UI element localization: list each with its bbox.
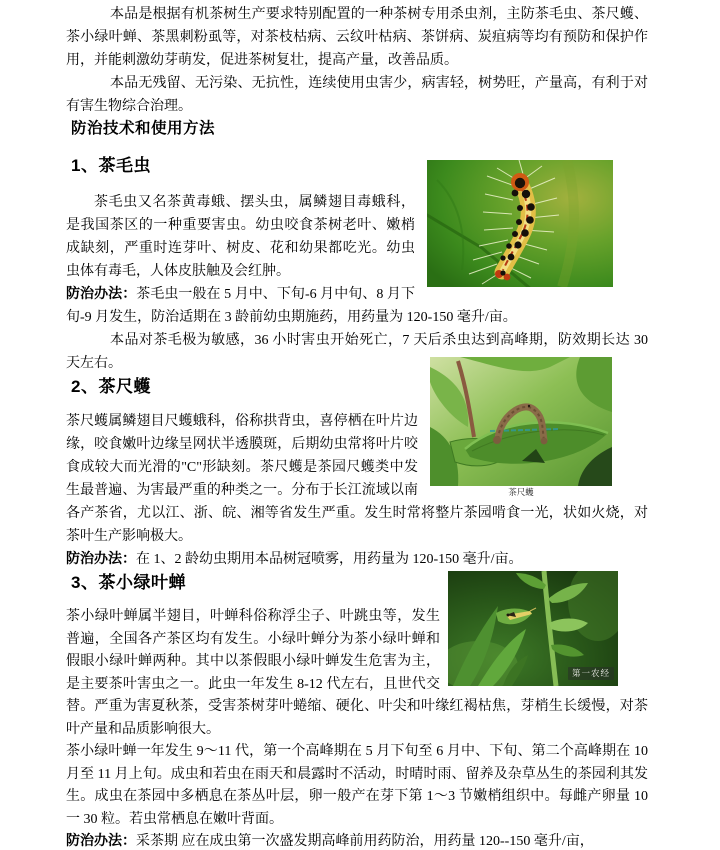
section-heading-3: 3、茶小绿叶蝉 xyxy=(71,573,186,592)
section-3-method xyxy=(66,831,648,850)
method-label: 防治办法： xyxy=(66,287,137,302)
section-1-method xyxy=(66,283,648,329)
section-3-lifecycle: 茶小绿叶蝉一年发生 9～11 代，第一个高峰期在 5 月下旬至 6 月中、下旬、第二个高峰期在 10 月至 11 月上旬。成虫和若虫在雨天和晨露时不活动，时晴时雨、留养及杂草丛生的茶园利其发生。成虫在茶园中多栖息在茶丛叶层，卵一般产在芽下第 1～3 节嫩梢组织中。每雌产卵量 10 一 30 粒。若虫常栖息在嫩叶背面。 xyxy=(66,744,648,827)
method-text: 采茶期 应在成虫第一次盛发期高峰前用药防治，用药量 120--150 毫升/亩， xyxy=(136,834,594,849)
section-tea-leafhopper xyxy=(66,574,648,850)
section-1-note: 本品对茶毛极为敏感，36 小时害虫开始死亡，7 天后杀虫达到高峰期，防效期长达 30 天左右。 xyxy=(66,333,648,371)
section-tea-geometrid xyxy=(66,378,648,571)
intro-paragraph-2: 本品无残留、无污染、无抗性，连续使用虫害少，病害轻，树势旺，产量高，有利于对有害生物综合治理。 xyxy=(66,76,648,114)
section-tea-caterpillar xyxy=(66,157,648,375)
section-1-description: 茶毛虫又名茶黄毒蛾、摆头虫，属鳞翅目毒蛾科，是我国茶区的一种重要害虫。幼虫咬食茶树老叶、嫩梢成缺刻，严重时连芽叶、树皮、花和幼果都吃光。幼虫虫体有毒毛，人体皮肤触及会红肿。 xyxy=(66,195,415,279)
section-heading-2: 2、茶尺蠖 xyxy=(71,377,151,396)
method-label: 防治办法： xyxy=(66,834,136,849)
section-heading-1: 1、茶毛虫 xyxy=(71,156,151,175)
section-2-description: 茶尺蠖属鳞翅目尺蠖蛾科，俗称拱背虫，喜停栖在叶片边缘，咬食嫩叶边缘呈网状半透膜斑，后期幼虫常将叶片咬食成较大而光滑的"C"形缺刻。茶尺蠖是茶园尺蠖类中发生最普遍、为害最严重的种类之一。分布于长江流域以南各产茶省，尤以江、浙、皖、湘等省发生严重。发生时常将整片茶园啃食一光，状如火烧，对茶叶生产影响极大。 xyxy=(66,414,648,544)
inchworm-illustration xyxy=(430,357,612,486)
leafhopper-image xyxy=(448,571,618,686)
method-text: 茶毛虫一般在 5 月中、下旬-6 月中旬、8 月下旬-9 月发生，防治适期在 3 龄前幼虫期施药，用药量为 120-150 毫升/亩。 xyxy=(66,287,517,325)
section-2-method xyxy=(66,548,648,571)
caterpillar-illustration xyxy=(427,160,613,287)
image-caption: 茶尺蠖 xyxy=(508,487,534,497)
section-3-description: 茶小绿叶蝉属半翅目，叶蝉科俗称浮尘子、叶跳虫等，发生普遍，全国各产茶区均有发生。小绿叶蝉分为茶小绿叶蝉和假眼小绿叶蝉两种。其中以茶假眼小绿叶蝉发生危害为主，是主要茶叶害虫之一。此虫一年发生 8-12 代左右，且世代交替。严重为害夏秋茶，受害茶树芽叶蜷缩、硬化、叶尖和叶缘红褐枯焦，芽梢生长缓慢，对茶叶产量和品质影响很大。 xyxy=(66,609,648,737)
image-watermark: 第一农经 xyxy=(568,667,614,680)
intro-paragraph-1: 本品是根据有机茶树生产要求特别配置的一种茶树专用杀虫剂，主防茶毛虫、茶尺蠖、茶小绿叶蝉、茶黑刺粉虱等，对茶枝枯病、云纹叶枯病、茶饼病、炭疽病等均有预防和保护作用，并能刺激幼芽萌发，促进茶树复壮，提高产量，改善品质。 xyxy=(66,7,648,68)
method-label: 防治办法： xyxy=(66,552,136,567)
method-text: 在 1、2 龄幼虫期用本品树冠喷雾，用药量为 120-150 毫升/亩。 xyxy=(136,552,523,567)
tea-geometrid-figure xyxy=(430,357,612,499)
tea-caterpillar-image xyxy=(427,160,613,287)
main-heading: 防治技术和使用方法 xyxy=(71,120,216,137)
